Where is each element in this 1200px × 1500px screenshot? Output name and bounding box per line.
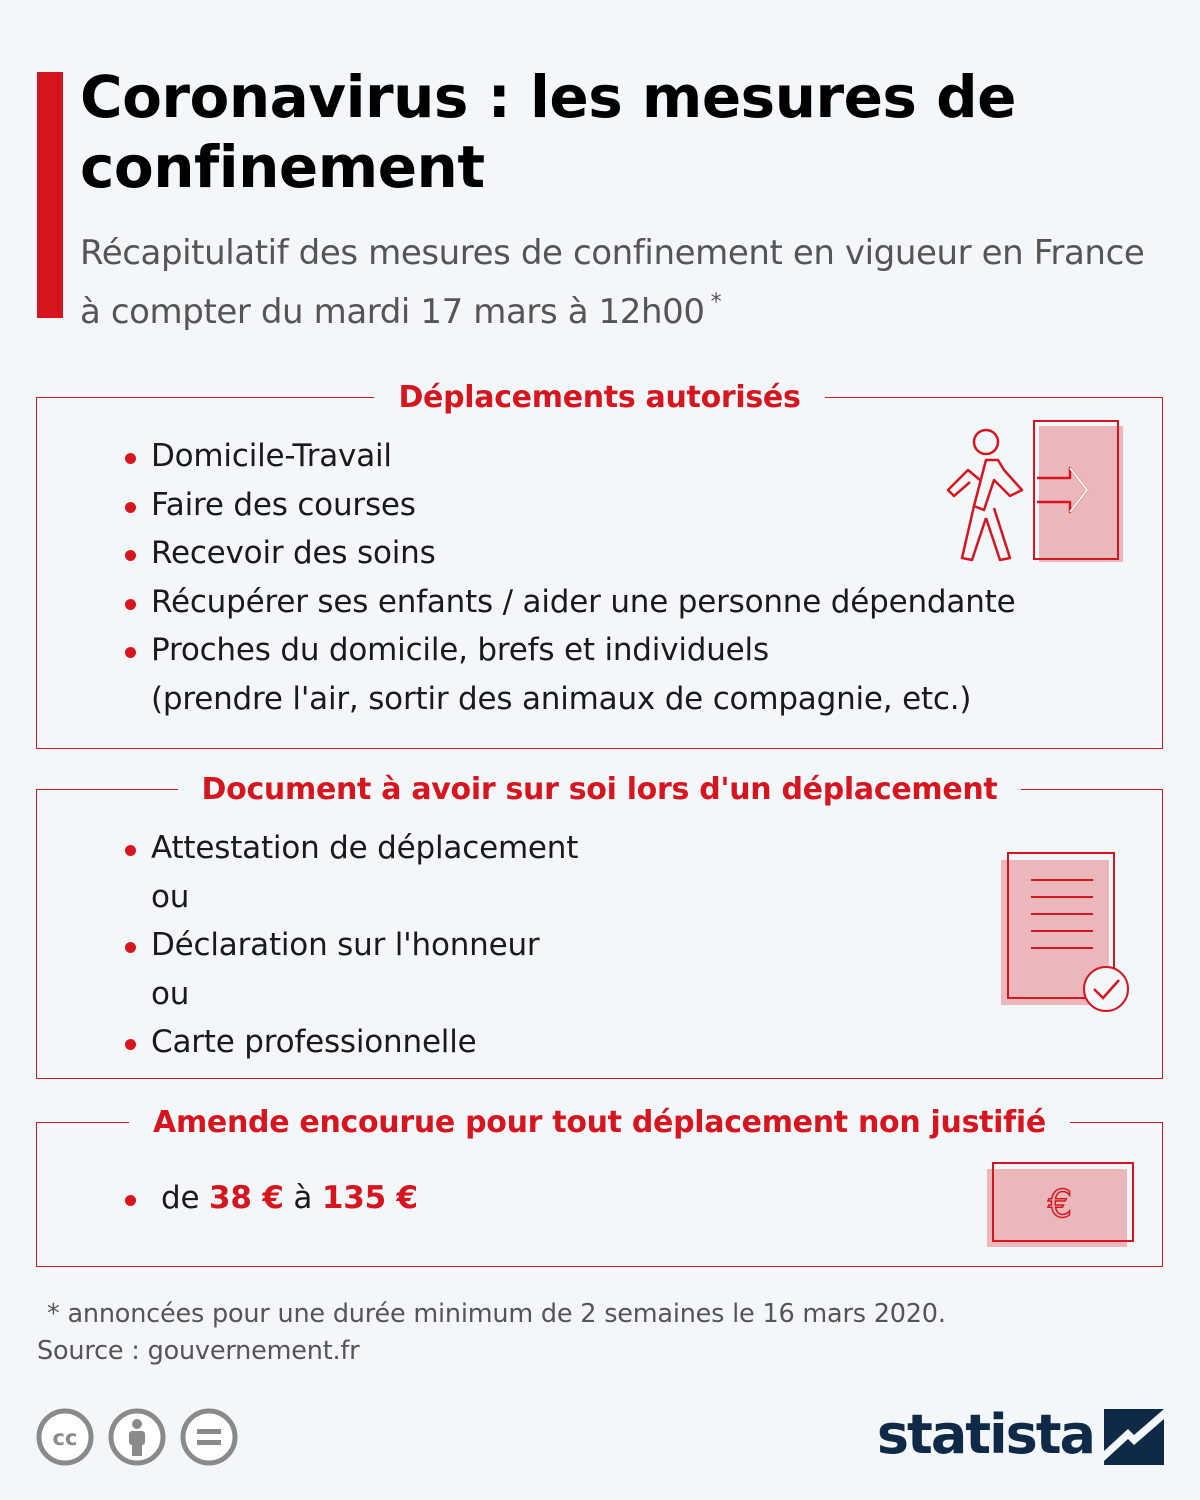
document-list: [125, 824, 578, 1067]
list-item: Domicile-Travail: [125, 432, 1015, 481]
section-deplacements-heading: [37, 376, 1162, 420]
section-amende: [36, 1105, 1163, 1267]
svg-text:€: €: [1047, 1182, 1073, 1226]
statista-logo: [877, 1400, 1164, 1470]
person-exit-door-icon: [942, 418, 1132, 568]
list-item-or: ou: [151, 975, 190, 1012]
list-item-amende: [125, 1174, 418, 1223]
amende-joiner: à: [293, 1180, 313, 1216]
list-item-continuation: (prendre l'air, sortir des animaux de compagnie, etc.): [151, 680, 972, 717]
list-item: Attestation de déplacement: [125, 824, 578, 873]
no-derivatives-icon: [180, 1408, 238, 1466]
list-item: Faire des courses: [125, 481, 1015, 530]
document-check-icon: [995, 850, 1135, 1020]
footnote: [37, 1296, 946, 1370]
amende-prefix: de: [161, 1180, 200, 1216]
list-item: Proches du domicile, brefs et individuels: [125, 626, 1015, 675]
section-amende-heading: [37, 1101, 1162, 1145]
attribution-icon: [108, 1408, 166, 1466]
list-item-or: ou: [151, 878, 190, 915]
section-document: [36, 772, 1163, 1079]
section-document-title: Document à avoir sur soi lors d'un déplacement: [178, 772, 1022, 807]
euro-banknote-icon: [985, 1161, 1137, 1251]
license-icons: [36, 1408, 238, 1466]
brand-name: statista: [876, 1403, 1094, 1466]
page-subtitle: [80, 228, 1160, 337]
section-deplacements: [36, 380, 1163, 749]
subtitle-text: Récapitulatif des mesures de confinement en vigueur en France à compter du mardi 17 mars à 12h00: [80, 233, 1145, 332]
amende-max: 135 €: [321, 1180, 418, 1216]
section-document-heading: [37, 768, 1162, 812]
statista-mark-icon: [1104, 1405, 1164, 1465]
section-amende-title: Amende encourue pour tout déplacement non justifié: [129, 1105, 1070, 1140]
page-title: Coronavirus : les mesures de confinement: [80, 63, 1017, 201]
svg-text:cc: cc: [52, 1426, 78, 1450]
footnote-note: * annoncées pour une durée minimum de 2 semaines le 16 mars 2020.: [47, 1299, 946, 1329]
list-item: Déclaration sur l'honneur: [125, 921, 578, 970]
list-item: Récupérer ses enfants / aider une personne dépendante: [125, 578, 1015, 627]
footnote-source: Source : gouvernement.fr: [37, 1336, 360, 1366]
cc-icon: [36, 1408, 94, 1466]
list-item: Carte professionnelle: [125, 1018, 578, 1067]
deplacements-list: [125, 432, 1015, 723]
amende-list: [125, 1174, 418, 1223]
section-deplacements-title: Déplacements autorisés: [374, 380, 824, 415]
amende-min: 38 €: [209, 1180, 284, 1216]
subtitle-asterisk: *: [710, 290, 722, 315]
title-accent-bar: [37, 72, 63, 318]
list-item: Recevoir des soins: [125, 529, 1015, 578]
